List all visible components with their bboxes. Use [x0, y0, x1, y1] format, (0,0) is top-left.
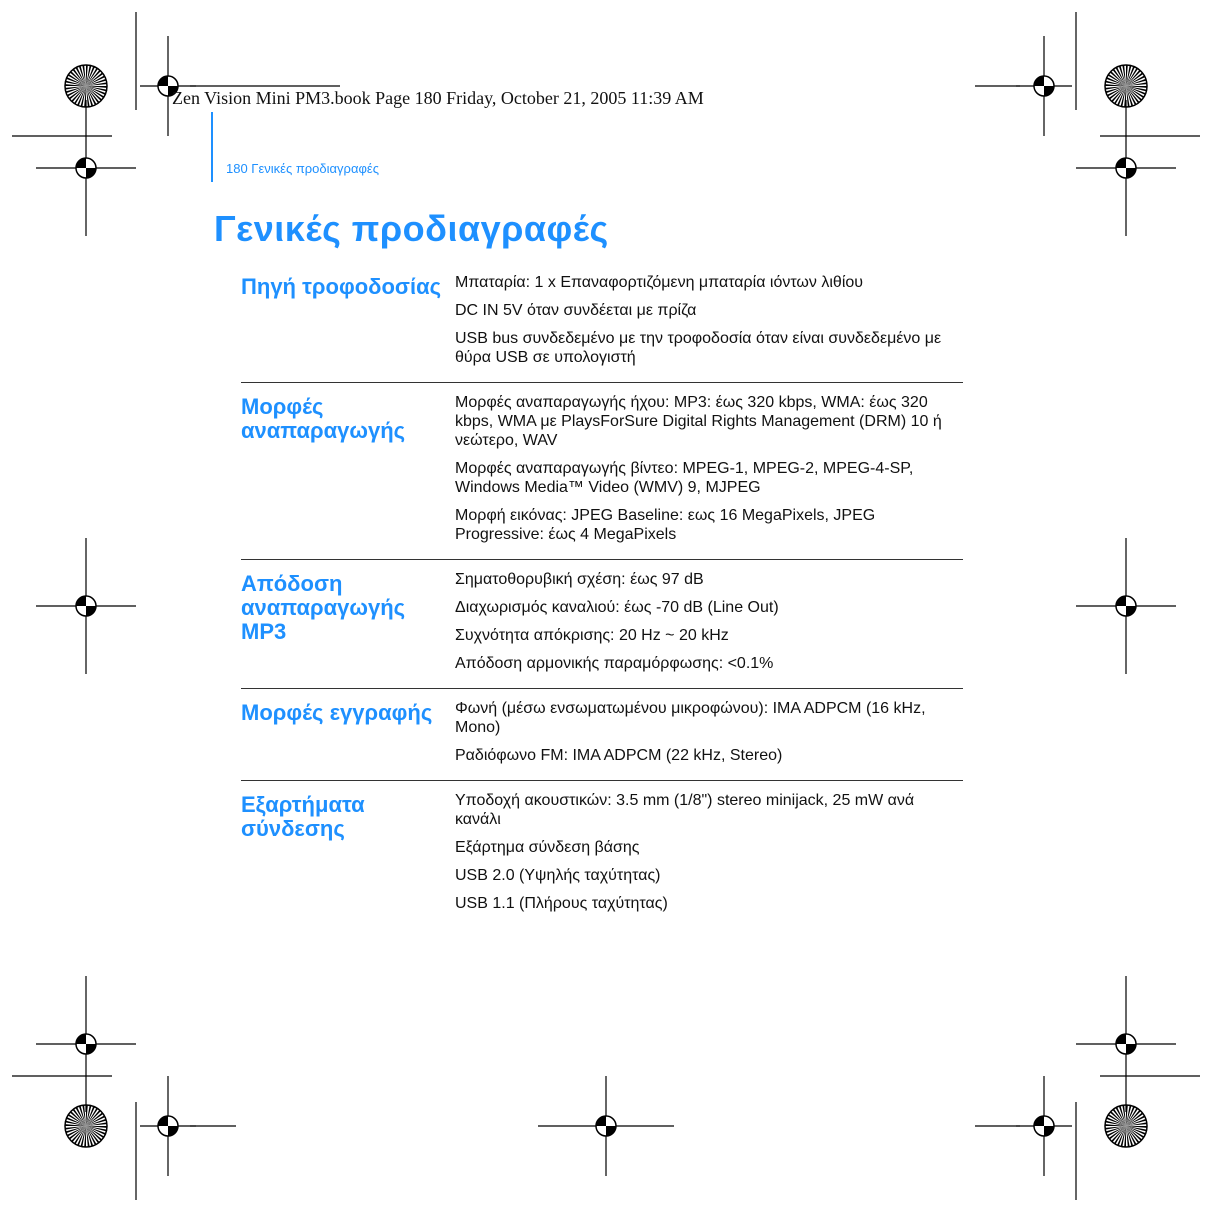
spec-item: Μπαταρία: 1 x Επαναφορτιζόμενη μπαταρία ιόντων λιθίου — [455, 274, 864, 291]
registration-mark-quadrant — [1126, 168, 1136, 178]
registration-mark-quadrant — [168, 1126, 178, 1136]
spec-item: Μορφές αναπαραγωγής ήχου: MP3: έως 320 kbps, WMA: έως 320 kbps, WMA με PlaysForSure Digital Rights Management (DRM) 10 ή νεώτερο, WAV — [455, 394, 942, 449]
registration-mark-quadrant — [1034, 76, 1044, 86]
spec-label: Μορφές εγγραφής — [241, 700, 433, 725]
spec-label: Εξαρτήματα σύνδεσης — [241, 792, 365, 841]
registration-mark-quadrant — [1044, 86, 1054, 96]
registration-mark-quadrant — [596, 1116, 606, 1126]
spec-item: Ραδιόφωνο FM: IMA ADPCM (22 kHz, Stereo) — [455, 747, 783, 764]
spec-section-mp3-performance — [241, 560, 963, 689]
registration-mark-quadrant — [76, 158, 86, 168]
registration-mark-quadrant — [1126, 1044, 1136, 1054]
spec-table — [241, 273, 963, 928]
book-header-line: Zen Vision Mini PM3.book Page 180 Friday, October 21, 2005 11:39 AM — [172, 88, 704, 108]
registration-mark-quadrant — [1044, 1126, 1054, 1136]
registration-mark-quadrant — [1116, 1034, 1126, 1044]
spec-label: Μορφές αναπαραγωγής — [241, 394, 406, 443]
spec-item: USB 1.1 (Πλήρους ταχύτητας) — [455, 895, 668, 912]
spec-item: USB 2.0 (Υψηλής ταχύτητας) — [455, 867, 661, 884]
spec-item: Μορφές αναπαραγωγής βίντεο: MPEG-1, MPEG-2, MPEG-4-SP, Windows Media™ Video (WMV) 9, MJPEG — [455, 460, 914, 496]
registration-mark-quadrant — [1126, 606, 1136, 616]
registration-mark-quadrant — [606, 1126, 616, 1136]
spec-label: Πηγή τροφοδοσίας — [241, 274, 442, 299]
spec-item: DC IN 5V όταν συνδέεται με πρίζα — [455, 302, 697, 319]
registration-mark-quadrant — [158, 76, 168, 86]
running-head: 180 Γενικές προδιαγραφές — [226, 161, 379, 176]
spec-item: Διαχωρισμός καναλιού: έως -70 dB (Line Out) — [455, 599, 779, 616]
spec-item: USB bus συνδεδεμένο με την τροφοδοσία όταν είναι συνδεδεμένο με θύρα USB σε υπολογιστή — [455, 330, 942, 366]
spec-item: Φωνή (μέσω ενσωματωμένου μικροφώνου): IMA ADPCM (16 kHz, Mono) — [455, 700, 926, 736]
spec-section-connectors — [241, 781, 963, 928]
spec-section-playback-formats — [241, 383, 963, 560]
spec-item: Εξάρτημα σύνδεση βάσης — [455, 839, 640, 856]
spec-section-power — [241, 273, 963, 383]
registration-mark-quadrant — [1034, 1116, 1044, 1126]
spec-item: Μορφή εικόνας: JPEG Baseline: εως 16 MegaPixels, JPEG Progressive: έως 4 MegaPixels — [455, 507, 876, 543]
spec-section-recording-formats — [241, 689, 963, 781]
registration-mark-quadrant — [86, 1044, 96, 1054]
registration-mark-quadrant — [86, 168, 96, 178]
registration-mark-quadrant — [76, 1034, 86, 1044]
margin-bar — [211, 112, 213, 182]
registration-mark-quadrant — [1116, 596, 1126, 606]
page-title: Γενικές προδιαγραφές — [214, 208, 609, 249]
spec-item: Συχνότητα απόκρισης: 20 Hz ~ 20 kHz — [455, 627, 729, 644]
spec-item: Υποδοχή ακουστικών: 3.5 mm (1/8") stereo minijack, 25 mW ανά κανάλι — [455, 792, 915, 828]
registration-mark-quadrant — [86, 606, 96, 616]
registration-mark-quadrant — [158, 1116, 168, 1126]
spec-label: Απόδοση αναπαραγωγής MP3 — [241, 571, 406, 644]
spec-item: Σηματοθορυβική σχέση: έως 97 dB — [455, 571, 704, 588]
registration-mark-quadrant — [76, 596, 86, 606]
registration-mark-quadrant — [1116, 158, 1126, 168]
spec-item: Απόδοση αρμονικής παραμόρφωσης: <0.1% — [455, 655, 774, 672]
